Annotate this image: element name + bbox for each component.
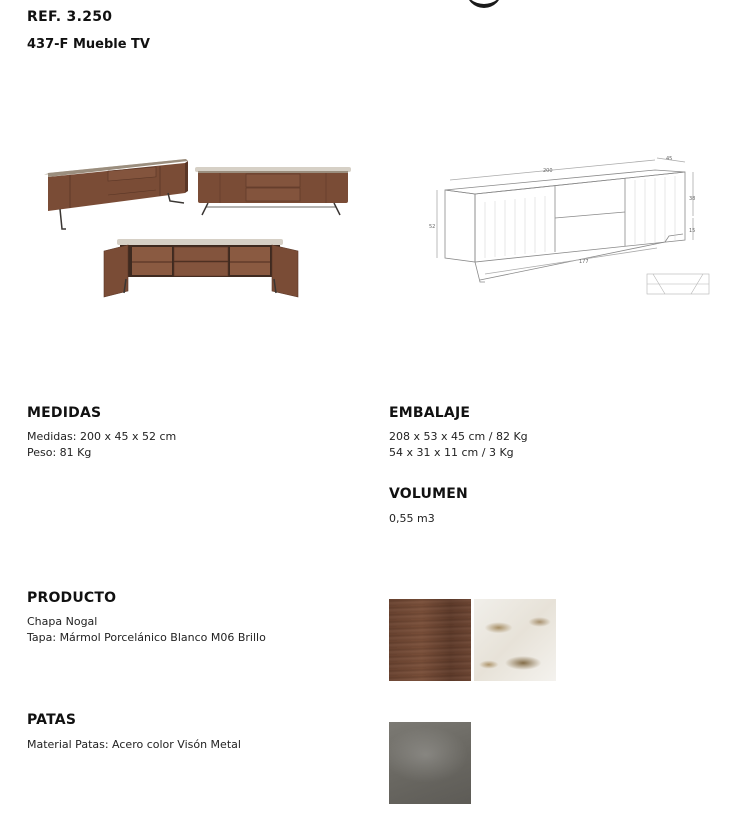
producto-details: [27, 614, 266, 646]
product-photos: [40, 155, 360, 305]
dim-height-top-label: 38: [689, 196, 696, 202]
dim-depth-label: 45: [666, 156, 673, 162]
embalaje-package-1: 208 x 53 x 45 cm / 82 Kg: [389, 430, 528, 443]
product-name: 437-F Mueble TV: [27, 37, 150, 52]
producto-top: Tapa: Mármol Porcelánico Blanco M06 Brillo: [27, 631, 266, 644]
patas-title: PATAS: [27, 712, 77, 728]
dim-width-label: 200: [543, 168, 553, 174]
product-photo-front: [195, 167, 351, 215]
metal-swatch: [389, 722, 471, 804]
producto-material: Chapa Nogal: [27, 615, 98, 628]
walnut-swatch: [389, 599, 471, 681]
logo-mark: [466, 0, 502, 8]
embalaje-title: EMBALAJE: [389, 405, 471, 421]
marble-swatch: [474, 599, 556, 681]
dim-height-left-label: 52: [429, 224, 436, 230]
volumen-title: VOLUMEN: [389, 486, 468, 502]
plan-detail: [647, 274, 709, 294]
embalaje-details: [389, 429, 528, 461]
product-photo-open: [104, 239, 298, 297]
producto-title: PRODUCTO: [27, 590, 117, 606]
medidas-title: MEDIDAS: [27, 405, 102, 421]
medidas-details: [27, 429, 176, 461]
reference-number: REF. 3.250: [27, 9, 113, 25]
dim-height-bottom-label: 15: [689, 228, 696, 234]
medidas-weight: Peso: 81 Kg: [27, 446, 92, 459]
technical-drawing: [425, 150, 725, 310]
product-photo-angled: [44, 159, 188, 229]
embalaje-package-2: 54 x 31 x 11 cm / 3 Kg: [389, 446, 514, 459]
patas-material: Material Patas: Acero color Visón Metal: [27, 738, 241, 751]
medidas-dimensions: Medidas: 200 x 45 x 52 cm: [27, 430, 177, 443]
dim-base-label: 177: [579, 259, 589, 265]
volumen-value: 0,55 m3: [389, 512, 435, 525]
